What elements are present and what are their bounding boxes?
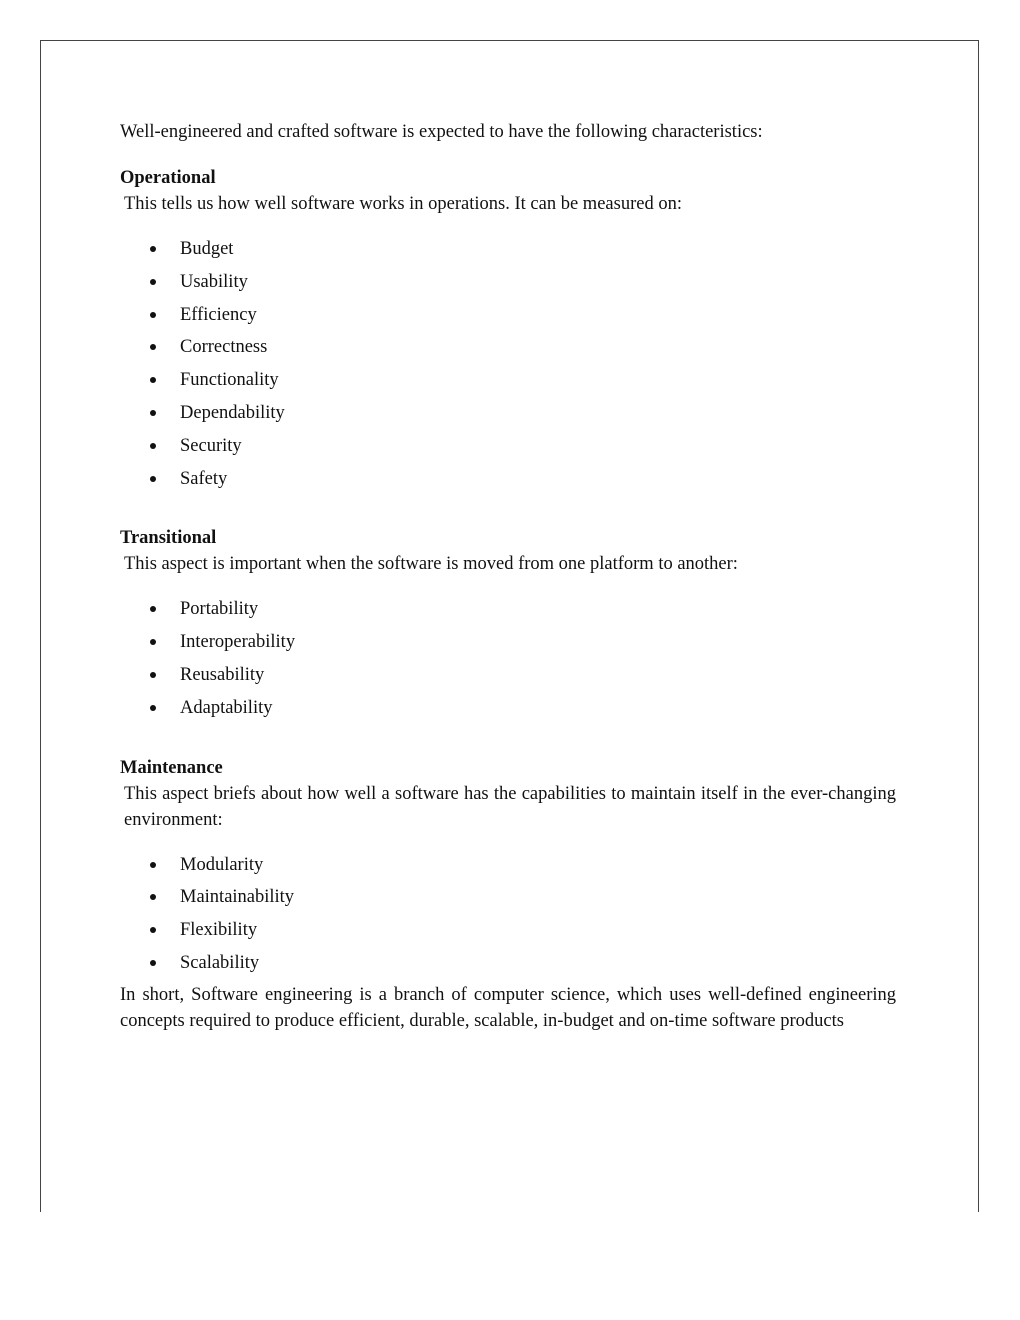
list-item (120, 465, 896, 498)
bullet-icon (150, 344, 156, 350)
spacer (120, 727, 896, 756)
section-heading: Transitional (120, 528, 217, 549)
list-item-label: Security (180, 435, 242, 456)
bullet-icon (150, 246, 156, 252)
list-item (120, 399, 896, 432)
list-item-label: Adaptability (180, 697, 273, 718)
list-item (120, 235, 896, 268)
list-item (120, 366, 896, 399)
bullet-icon (150, 672, 156, 678)
list-item (120, 661, 896, 694)
list-item-label: Reusability (180, 664, 265, 685)
list-item-label: Modularity (180, 854, 264, 875)
list-item-label: Efficiency (180, 304, 257, 325)
section-heading: Maintenance (120, 757, 223, 778)
bullet-icon (150, 894, 156, 900)
list-item-label: Interoperability (180, 632, 296, 653)
bullet-list (120, 851, 896, 982)
list-item-label: Usability (180, 271, 248, 292)
section-heading: Operational (120, 168, 216, 188)
list-item (120, 883, 896, 916)
section-description: This aspect briefs about how well a software has the capabilities to maintain itself in the ever-changing environment: (124, 783, 896, 830)
list-item (120, 949, 896, 982)
section-description: This tells us how well software works in operations. It can be measured on: (124, 194, 682, 214)
bullet-icon (150, 410, 156, 416)
list-item-label: Flexibility (180, 920, 258, 941)
bullet-icon (150, 960, 156, 966)
list-item-label: Correctness (180, 337, 268, 358)
list-item-label: Dependability (180, 402, 285, 423)
list-item-label: Functionality (180, 370, 279, 391)
list-item (120, 268, 896, 301)
list-item (120, 595, 896, 628)
list-item-label: Portability (180, 599, 259, 620)
intro-paragraph: Well-engineered and crafted software is expected to have the following characteristics: (120, 122, 763, 142)
list-item (120, 333, 896, 366)
section-description: This aspect is important when the software is moved from one platform to another: (124, 554, 738, 575)
bullet-icon (150, 705, 156, 711)
bullet-icon (150, 279, 156, 285)
section-maintenance (120, 756, 896, 982)
spacer (120, 497, 896, 526)
section-transitional (120, 526, 896, 755)
bullet-icon (150, 639, 156, 645)
closing-paragraph: In short, Software engineering is a branch of computer science, which uses well-defined engineering concepts required to produce efficient, durable, scalable, in-budget and on-time software products (120, 984, 896, 1032)
list-item (120, 432, 896, 465)
list-item (120, 851, 896, 884)
list-item-label: Maintainability (180, 887, 295, 908)
list-item-label: Safety (180, 468, 228, 489)
list-item (120, 628, 896, 661)
list-item (120, 694, 896, 727)
bullet-list (120, 235, 896, 497)
bullet-icon (150, 476, 156, 482)
list-item-label: Budget (180, 239, 234, 259)
list-item (120, 301, 896, 334)
bullet-icon (150, 312, 156, 318)
bullet-list (120, 595, 896, 726)
document-body (120, 119, 896, 1035)
bullet-icon (150, 606, 156, 612)
bullet-icon (150, 927, 156, 933)
section-operational (120, 166, 896, 526)
bullet-icon (150, 862, 156, 868)
list-item-label: Scalability (180, 952, 260, 973)
list-item (120, 916, 896, 949)
bullet-icon (150, 377, 156, 383)
bullet-icon (150, 443, 156, 449)
